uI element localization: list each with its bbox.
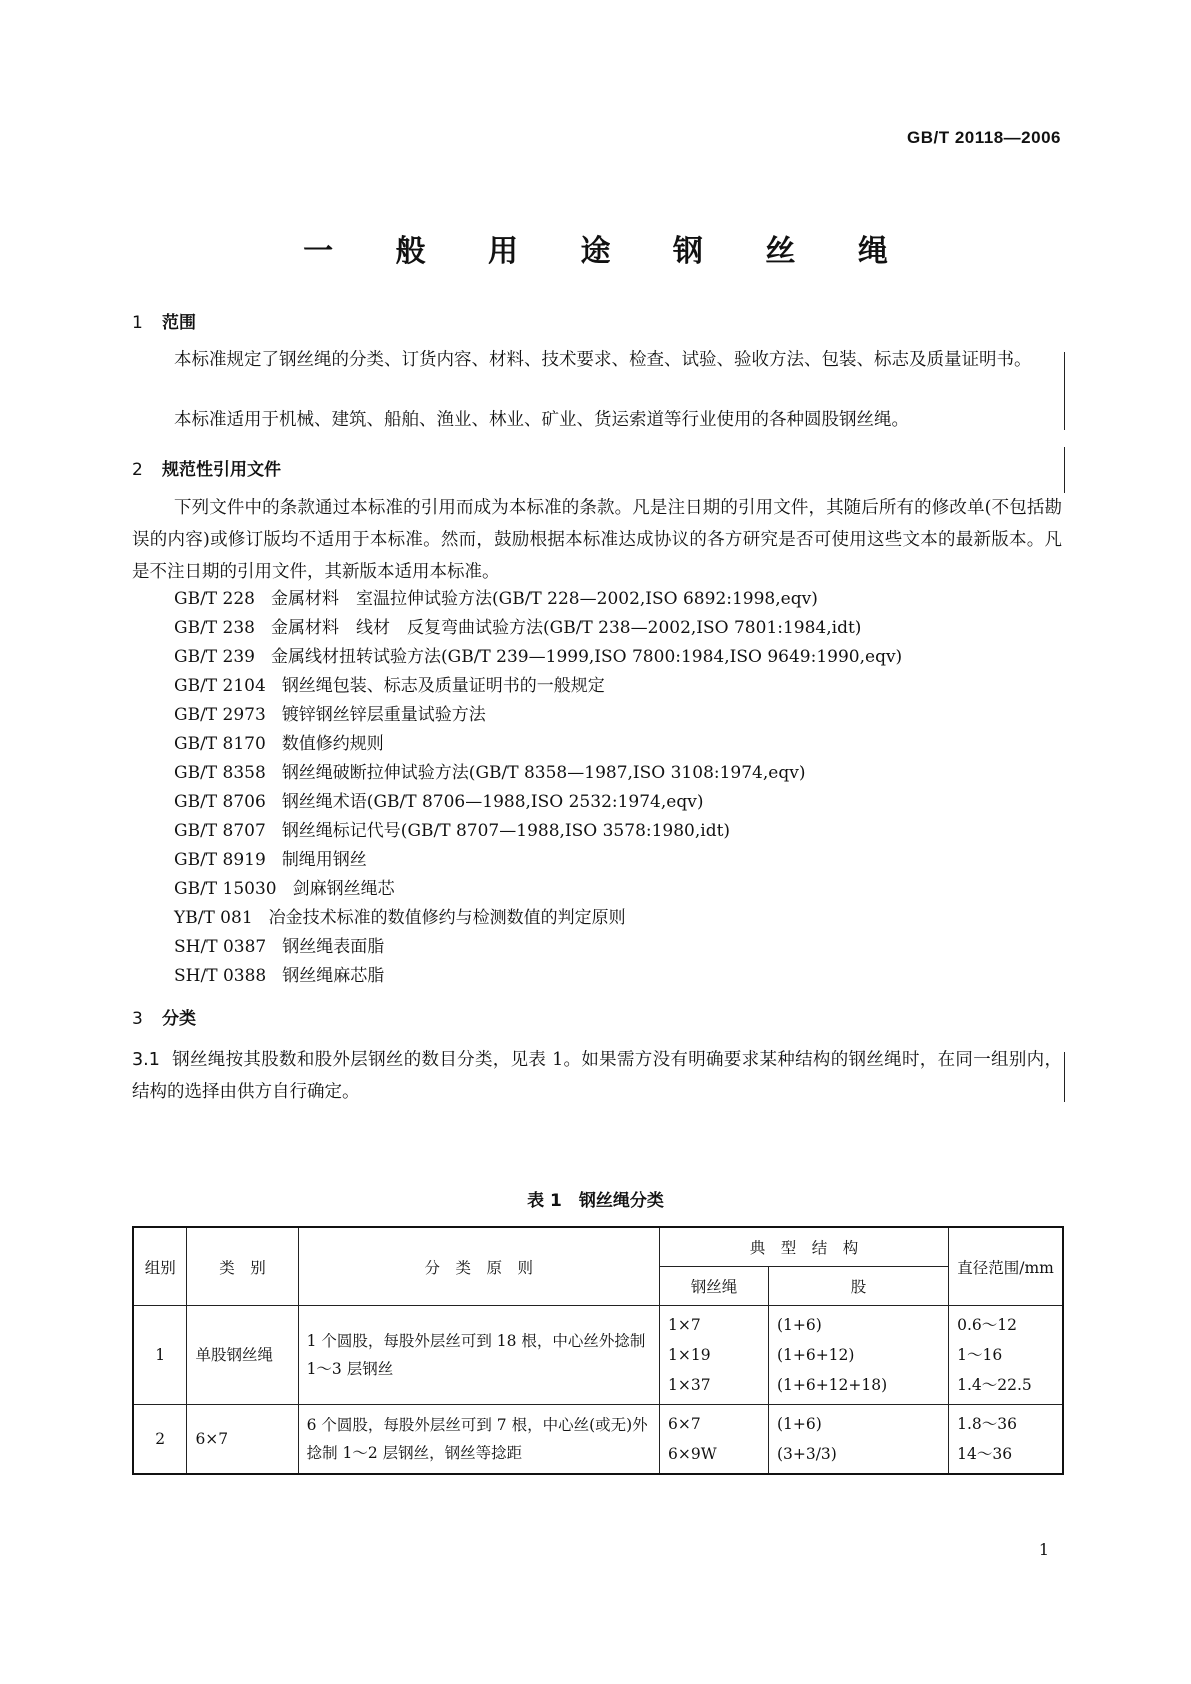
classification-table xyxy=(132,1226,1064,1475)
page-number: 1 xyxy=(1038,1540,1049,1559)
cell-category: 6×7 xyxy=(187,1405,298,1475)
reference-item: SH/T 0387 钢丝绳表面脂 xyxy=(174,937,385,957)
reference-item: YB/T 081 冶金技术标准的数值修约与检测数值的判定原则 xyxy=(174,908,626,928)
section-title: 范围 xyxy=(162,313,196,333)
cell-rope-list xyxy=(659,1405,768,1475)
reference-item: GB/T 239 金属线材扭转试验方法(GB/T 239—1999,ISO 7800:1984,ISO 9649:1990,eqv) xyxy=(174,647,903,667)
reference-item: GB/T 228 金属材料 室温拉伸试验方法(GB/T 228—2002,ISO 6892:1998,eqv) xyxy=(174,589,818,609)
rope-value: 1×19 xyxy=(667,1346,711,1364)
clause-number: 3.1 xyxy=(132,1050,160,1070)
table-row xyxy=(133,1306,1063,1405)
section-1-heading xyxy=(132,308,196,333)
rope-value: 6×9W xyxy=(667,1445,717,1463)
section-title: 分类 xyxy=(162,1009,196,1029)
cell-group: 2 xyxy=(133,1405,187,1475)
reference-item: GB/T 8919 制绳用钢丝 xyxy=(174,850,367,870)
reference-item: GB/T 8706 钢丝绳术语(GB/T 8706—1988,ISO 2532:1974,eqv) xyxy=(174,792,704,812)
change-bar xyxy=(1064,352,1065,430)
reference-item: GB/T 2973 镀锌钢丝锌层重量试验方法 xyxy=(174,705,486,725)
strand-value: (3+3/3) xyxy=(776,1445,837,1463)
reference-item: GB/T 8170 数值修约规则 xyxy=(174,734,384,754)
section-2-intro: 下列文件中的条款通过本标准的引用而成为本标准的条款。凡是注日期的引用文件，其随后所有的修改单(不包括勘误的内容)或修订版均不适用于本标准。然而，鼓励根据本标准达成协议的各方研究是否可使用这些文本的最新版本。凡是不注日期的引用文件，其新版本适用本标准。 xyxy=(132,498,1062,582)
reference-item: SH/T 0388 钢丝绳麻芯脂 xyxy=(174,966,385,986)
table-row xyxy=(133,1405,1063,1475)
diameter-value: 14～36 xyxy=(957,1445,1013,1463)
rope-value: 6×7 xyxy=(667,1415,701,1433)
change-bar xyxy=(1064,447,1065,493)
diameter-value: 1～16 xyxy=(957,1346,1003,1364)
header-rope: 钢丝绳 xyxy=(659,1267,768,1306)
cell-rope-list xyxy=(659,1306,768,1405)
header-category: 类 别 xyxy=(187,1227,298,1306)
clause-3-1 xyxy=(132,1044,1062,1108)
reference-item: GB/T 15030 剑麻钢丝绳芯 xyxy=(174,879,395,899)
strand-value: (1+6) xyxy=(776,1415,822,1433)
strand-value: (1+6+12) xyxy=(776,1346,855,1364)
header-principle: 分 类 原 则 xyxy=(298,1227,659,1306)
header-group: 组别 xyxy=(133,1227,187,1306)
cell-strand-list xyxy=(768,1306,948,1405)
reference-item: GB/T 8358 钢丝绳破断拉伸试验方法(GB/T 8358—1987,ISO 3108:1974,eqv) xyxy=(174,763,806,783)
section-number: 1 xyxy=(132,313,143,333)
reference-item: GB/T 238 金属材料 线材 反复弯曲试验方法(GB/T 238—2002,ISO 7801:1984,idt) xyxy=(174,618,862,638)
rope-value: 1×37 xyxy=(667,1376,711,1394)
change-bar xyxy=(1064,1052,1065,1102)
document-title: 一 般 用 途 钢 丝 绳 xyxy=(303,234,914,269)
section-title: 规范性引用文件 xyxy=(162,460,281,480)
diameter-value: 1.4～22.5 xyxy=(957,1376,1032,1394)
section-1-para-2: 本标准适用于机械、建筑、船舶、渔业、林业、矿业、货运索道等行业使用的各种圆股钢丝绳。 xyxy=(174,410,909,430)
rope-value: 1×7 xyxy=(667,1316,701,1334)
cell-group: 1 xyxy=(133,1306,187,1405)
cell-strand-list xyxy=(768,1405,948,1475)
section-3-heading xyxy=(132,1004,196,1029)
strand-value: (1+6+12+18) xyxy=(776,1376,888,1394)
section-number: 3 xyxy=(132,1009,143,1029)
strand-value: (1+6) xyxy=(776,1316,822,1334)
diameter-value: 1.8～36 xyxy=(957,1415,1017,1433)
cell-diameter-list xyxy=(949,1405,1063,1475)
table-caption: 表 1 钢丝绳分类 xyxy=(527,1191,664,1211)
reference-item: GB/T 8707 钢丝绳标记代号(GB/T 8707—1988,ISO 3578:1980,idt) xyxy=(174,821,731,841)
clause-text: 钢丝绳按其股数和股外层钢丝的数目分类，见表 1。如果需方没有明确要求某种结构的钢丝绳时，在同一组别内，结构的选择由供方自行确定。 xyxy=(132,1050,1062,1102)
cell-principle: 6 个圆股，每股外层丝可到 7 根，中心丝(或无)外捻制 1～2 层钢丝，钢丝等捻距 xyxy=(298,1405,659,1475)
header-typical-structure: 典 型 结 构 xyxy=(659,1227,948,1267)
header-diameter-range: 直径范围/mm xyxy=(949,1227,1063,1306)
cell-category: 单股钢丝绳 xyxy=(187,1306,298,1405)
cell-principle: 1 个圆股，每股外层丝可到 18 根，中心丝外捻制 1～3 层钢丝 xyxy=(298,1306,659,1405)
diameter-value: 0.6～12 xyxy=(957,1316,1017,1334)
cell-diameter-list xyxy=(949,1306,1063,1405)
section-1-para-1: 本标准规定了钢丝绳的分类、订货内容、材料、技术要求、检查、试验、验收方法、包装、标志及质量证明书。 xyxy=(174,350,1032,370)
reference-item: GB/T 2104 钢丝绳包装、标志及质量证明书的一般规定 xyxy=(174,676,605,696)
section-2-heading xyxy=(132,455,281,480)
section-number: 2 xyxy=(132,460,143,480)
standard-code: GB/T 20118—2006 xyxy=(907,128,1061,147)
header-strand: 股 xyxy=(768,1267,948,1306)
